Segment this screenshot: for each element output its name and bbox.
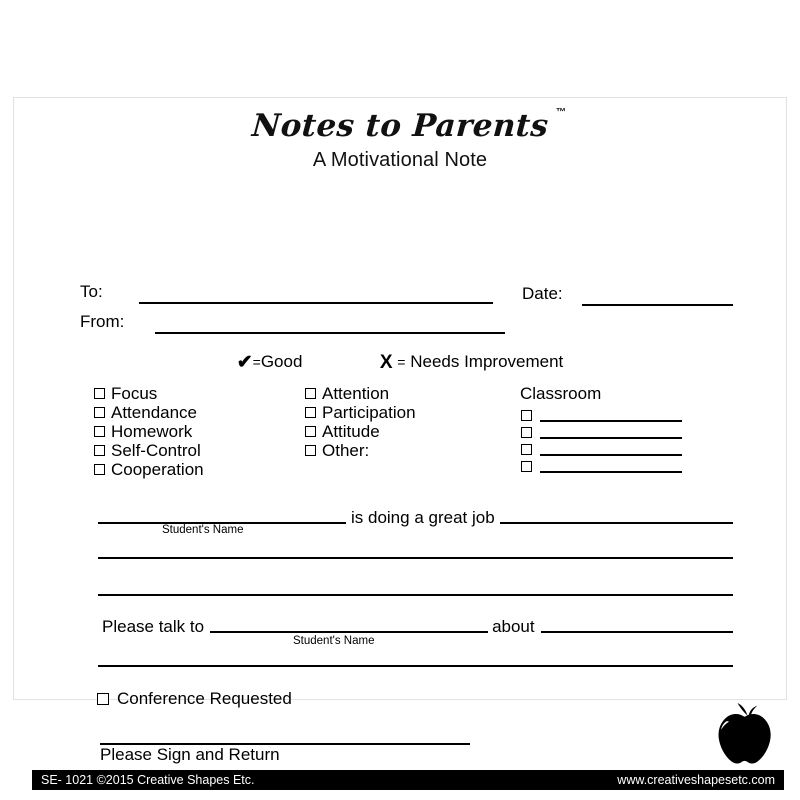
student-name-caption: Student's Name [293,635,375,647]
checklist-item-label: Participation [322,402,416,422]
classroom-row[interactable] [515,441,682,458]
to-input-line[interactable] [139,302,493,304]
checklist-item-label: Cooperation [111,459,204,479]
great-job-row [98,507,733,527]
checkbox-icon[interactable] [94,445,105,456]
legend-good-equals: = [252,354,261,370]
x-mark-icon: X [379,352,393,373]
date-input-line[interactable] [582,304,733,306]
please-talk-to-label: Please talk to [102,617,205,636]
classroom-input-line[interactable] [540,454,682,456]
legend-needs-label: Needs Improvement [410,352,564,371]
classroom-row[interactable] [515,458,682,475]
footer-copyright: SE- 1021 ©2015 Creative Shapes Etc. [41,773,255,787]
checklist-item-label: Self-Control [111,440,201,460]
checkbox-icon[interactable] [305,388,316,399]
great-job-input-line[interactable] [500,508,733,524]
checkbox-icon[interactable] [94,464,105,475]
checklist-item-homework[interactable] [94,422,204,440]
checkbox-icon[interactable] [521,444,532,455]
classroom-row[interactable] [515,424,682,441]
classroom-heading: Classroom [520,384,602,403]
page-title-text: Notes to Parents [250,108,550,144]
apple-icon [708,699,780,769]
checklist-item-attitude[interactable] [305,422,416,440]
checkbox-icon[interactable] [521,461,532,472]
checkbox-icon[interactable] [97,693,109,705]
checklist-item-attendance[interactable] [94,403,204,421]
classroom-input-line[interactable] [540,420,682,422]
checkbox-icon[interactable] [305,426,316,437]
message-input-line-1[interactable] [98,557,733,559]
classroom-row[interactable] [515,407,682,424]
about-label: about [492,617,535,636]
date-label: Date: [522,284,563,303]
checklist-item-participation[interactable] [305,403,416,421]
page-subtitle: A Motivational Note [312,149,488,171]
check-mark-icon: ✔ [236,352,253,373]
please-sign-and-return-label: Please Sign and Return [100,745,280,764]
checkbox-icon[interactable] [521,410,532,421]
message-input-line-3[interactable] [98,665,733,667]
footer-bar [32,770,784,790]
message-input-line-2[interactable] [98,594,733,596]
legend-needs-equals: = [397,354,406,370]
checklist-item-label: Other: [322,440,370,460]
legend [14,351,786,374]
checklist-column-one [94,384,204,479]
to-label: To: [80,282,103,301]
student-name-input-line[interactable] [98,508,346,524]
checkbox-icon[interactable] [94,426,105,437]
checklist-column-two [305,384,416,460]
card-header [14,107,786,172]
classroom-input-line[interactable] [540,437,682,439]
checklist-item-other[interactable] [305,441,416,459]
checklist-item-label: Homework [111,421,193,441]
checklist-item-label: Attendance [111,402,198,422]
checkbox-icon[interactable] [521,427,532,438]
classroom-input-line[interactable] [540,471,682,473]
checklist-item-focus[interactable] [94,384,204,402]
checklist-item-cooperation[interactable] [94,460,204,478]
checkbox-icon[interactable] [305,445,316,456]
page-title [250,107,567,144]
checklist-item-attention[interactable] [305,384,416,402]
legend-good-label: Good [260,352,303,371]
checklist-item-label: Focus [111,383,158,403]
student-name-caption: Student's Name [162,524,244,536]
checkbox-icon[interactable] [94,388,105,399]
checkbox-icon[interactable] [305,407,316,418]
checklist-column-classroom [515,384,682,475]
checkbox-icon[interactable] [94,407,105,418]
please-talk-to-row [102,616,733,636]
footer-website-url[interactable]: www.creativeshapesetc.com [617,773,775,787]
checklist-item-self-control[interactable] [94,441,204,459]
notes-to-parents-card [13,97,787,787]
checklist-item-label: Attitude [322,421,380,441]
conference-requested-row[interactable] [97,689,292,709]
talk-about-input-line[interactable] [541,617,733,633]
trademark-symbol: ™ [556,107,567,118]
great-job-label: is doing a great job [351,508,495,527]
from-input-line[interactable] [155,332,505,334]
checklist-item-label: Attention [322,383,390,403]
talk-student-name-input-line[interactable] [210,617,488,633]
conference-requested-label: Conference Requested [117,689,292,708]
from-label: From: [80,312,125,331]
